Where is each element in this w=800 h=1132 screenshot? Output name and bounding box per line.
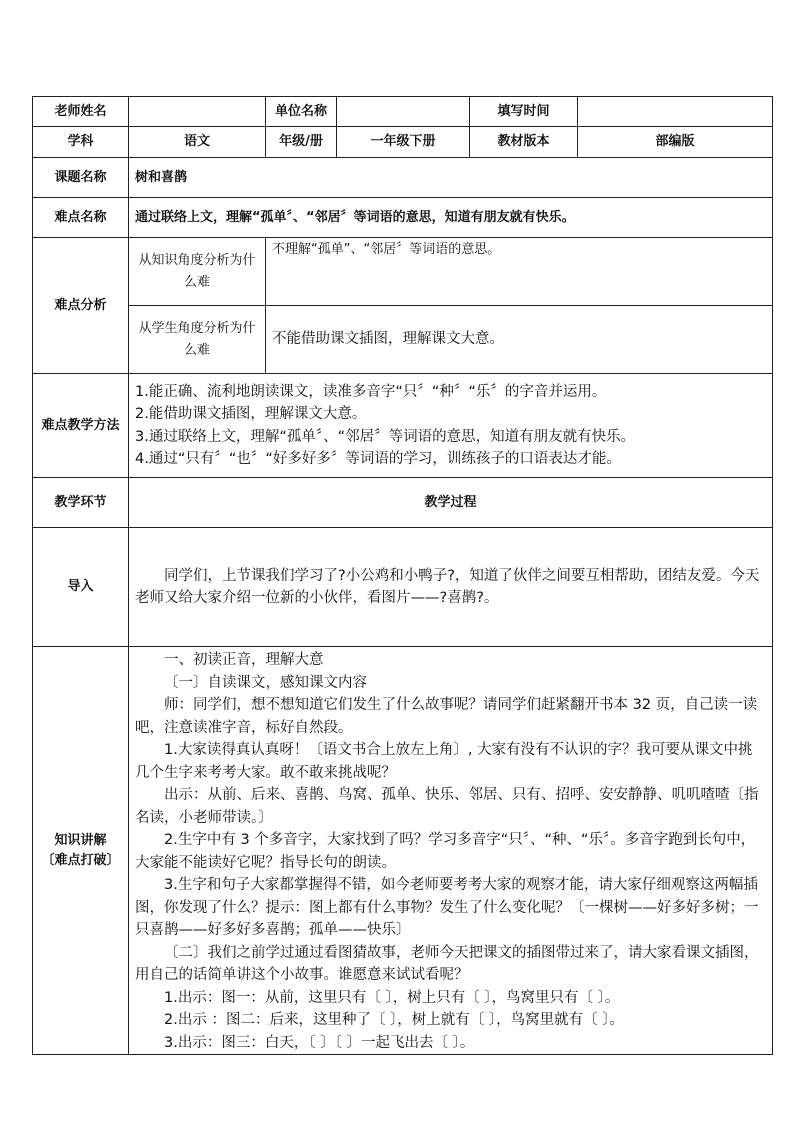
subject-label: 学科 (33, 127, 129, 158)
student-angle-label: 从学生角度分析为什么难 (129, 306, 266, 374)
lesson-plan-table (32, 96, 773, 1055)
method-label: 难点教学方法 (33, 374, 129, 478)
knowledge-paragraph: 师：同学们，想不想知道它们发生了什么故事呢？请同学们赶紧翻开书本 32 页，自己读一读吧，注意读准字音，标好自然段。 (135, 697, 758, 736)
intro-label: 导入 (33, 528, 129, 647)
row-knowledge (33, 647, 773, 1055)
knowledge-label (33, 647, 129, 1055)
fill-date-value (578, 97, 773, 127)
knowledge-content (129, 647, 773, 1055)
textbook-label: 教材版本 (470, 127, 578, 158)
row-topic (33, 158, 773, 198)
row-subject (33, 127, 773, 158)
subject-value: 语文 (129, 127, 266, 158)
topic-value: 树和喜鹊 (129, 158, 773, 198)
row-analysis-knowledge (33, 238, 773, 306)
row-teacher (33, 97, 773, 127)
student-angle-value: 不能借助课文插图，理解课文大意。 (266, 306, 773, 374)
intro-content (129, 528, 773, 647)
row-process-header (33, 478, 773, 528)
difficulty-label: 难点名称 (33, 198, 129, 238)
knowledge-paragraph: 3.出示：图三：白天，〔 〕〔 〕一起飞出去〔 〕。 (164, 1034, 475, 1051)
method-line: 4.通过“只有〞“也〞“好多好多〞等词语的学习，训练孩子的口语表达才能。 (135, 451, 621, 467)
topic-label: 课题名称 (33, 158, 129, 198)
knowledge-paragraph: 3.生字和句子大家都掌握得不错，如今老师要考考大家的观察才能，请大家仔细观察这两幅插图，你发现了什么？提示：图上都有什么事物？发生了什么变化呢？〔一棵树——好多好多树；一只喜鹊——好多好多喜鹊；孤单——快乐〕 (135, 877, 759, 938)
row-intro (33, 528, 773, 647)
knowledge-paragraph: 2.出示 ：图二：后来，这里种了〔 〕，树上就有〔 〕，鸟窝里就有〔 〕。 (164, 1012, 625, 1028)
unit-name-value (337, 97, 470, 127)
analysis-label: 难点分析 (33, 238, 129, 374)
knowledge-paragraph: 2.生字中有 3 个多音字，大家找到了吗？学习多音字“只〞、“种、“乐〞。多音字跑到长句中，大家能不能读好它呢？指导长句的朗读。 (135, 832, 756, 871)
lesson-plan-page (32, 96, 772, 1055)
grade-value: 一年级下册 (337, 127, 470, 158)
knowledge-paragraph: 1.大家读得真认真呀！〔语文书合上放左上角〕, 大家有没有不认识的字？我可要从课文中挑几个生字来考考大家。敢不敢来挑战呢？ (135, 742, 753, 781)
knowledge-paragraph: 〔一〕自读课文，感知课文内容 (164, 674, 367, 691)
textbook-value: 部编版 (578, 127, 773, 158)
knowledge-paragraph: 一、初读正音，理解大意 (164, 652, 324, 668)
method-line: 1.能正确、流利地朗读课文，读准多音字“只〞“种〞“乐〞的字音并运用。 (135, 383, 607, 400)
knowledge-paragraph: 1.出示：图一：从前，这里只有〔 〕，树上只有〔 〕，鸟窝里只有〔 〕。 (164, 989, 620, 1006)
intro-text: 同学们，上节课我们学习了?小公鸡和小鸭子?，知道了伙伴之间要互相帮助，团结友爱。今天老师又给大家介绍一位新的小伙伴，看图片——?喜鹊?。 (135, 567, 760, 606)
teacher-name-label: 老师姓名 (33, 97, 129, 127)
process-header: 教学过程 (129, 478, 773, 528)
knowledge-label-line1: 知识讲解 (54, 832, 107, 848)
fill-date-label: 填写时间 (470, 97, 578, 127)
row-difficulty (33, 198, 773, 238)
stage-header: 教学环节 (33, 478, 129, 528)
method-content (129, 374, 773, 478)
row-method (33, 374, 773, 478)
method-line: 3.通过联络上文，理解“孤单〞、“邻居〞等词语的意思，知道有朋友就有快乐。 (135, 428, 636, 445)
knowledge-paragraph: 出示：从前、后来、喜鹊、鸟窝、孤单、快乐、邻居、只有、招呼、安安静静、叽叽喳喳〔指名读，小老师带读。〕 (135, 787, 759, 826)
unit-name-label: 单位名称 (266, 97, 337, 127)
row-analysis-student (33, 306, 773, 374)
knowledge-angle-label: 从知识角度分析为什么难 (129, 238, 266, 306)
knowledge-label-line2: 〔难点打破〕 (41, 852, 120, 868)
method-line: 2.能借助课文插图，理解课文大意。 (135, 406, 367, 422)
knowledge-angle-value: 不理解“孤单”、“邻居〞等词语的意思。 (266, 238, 773, 306)
knowledge-paragraph: 〔二〕我们之前学过通过看图猜故事，老师今天把课文的插图带过来了，请大家看课文插图，用自己的话简单讲这个小故事。谁愿意来试试看呢？ (135, 944, 759, 983)
grade-label: 年级/册 (266, 127, 337, 158)
teacher-name-value (129, 97, 266, 127)
difficulty-value: 通过联络上文，理解“孤单〞、“邻居〞等词语的意思，知道有朋友就有快乐。 (129, 198, 773, 238)
